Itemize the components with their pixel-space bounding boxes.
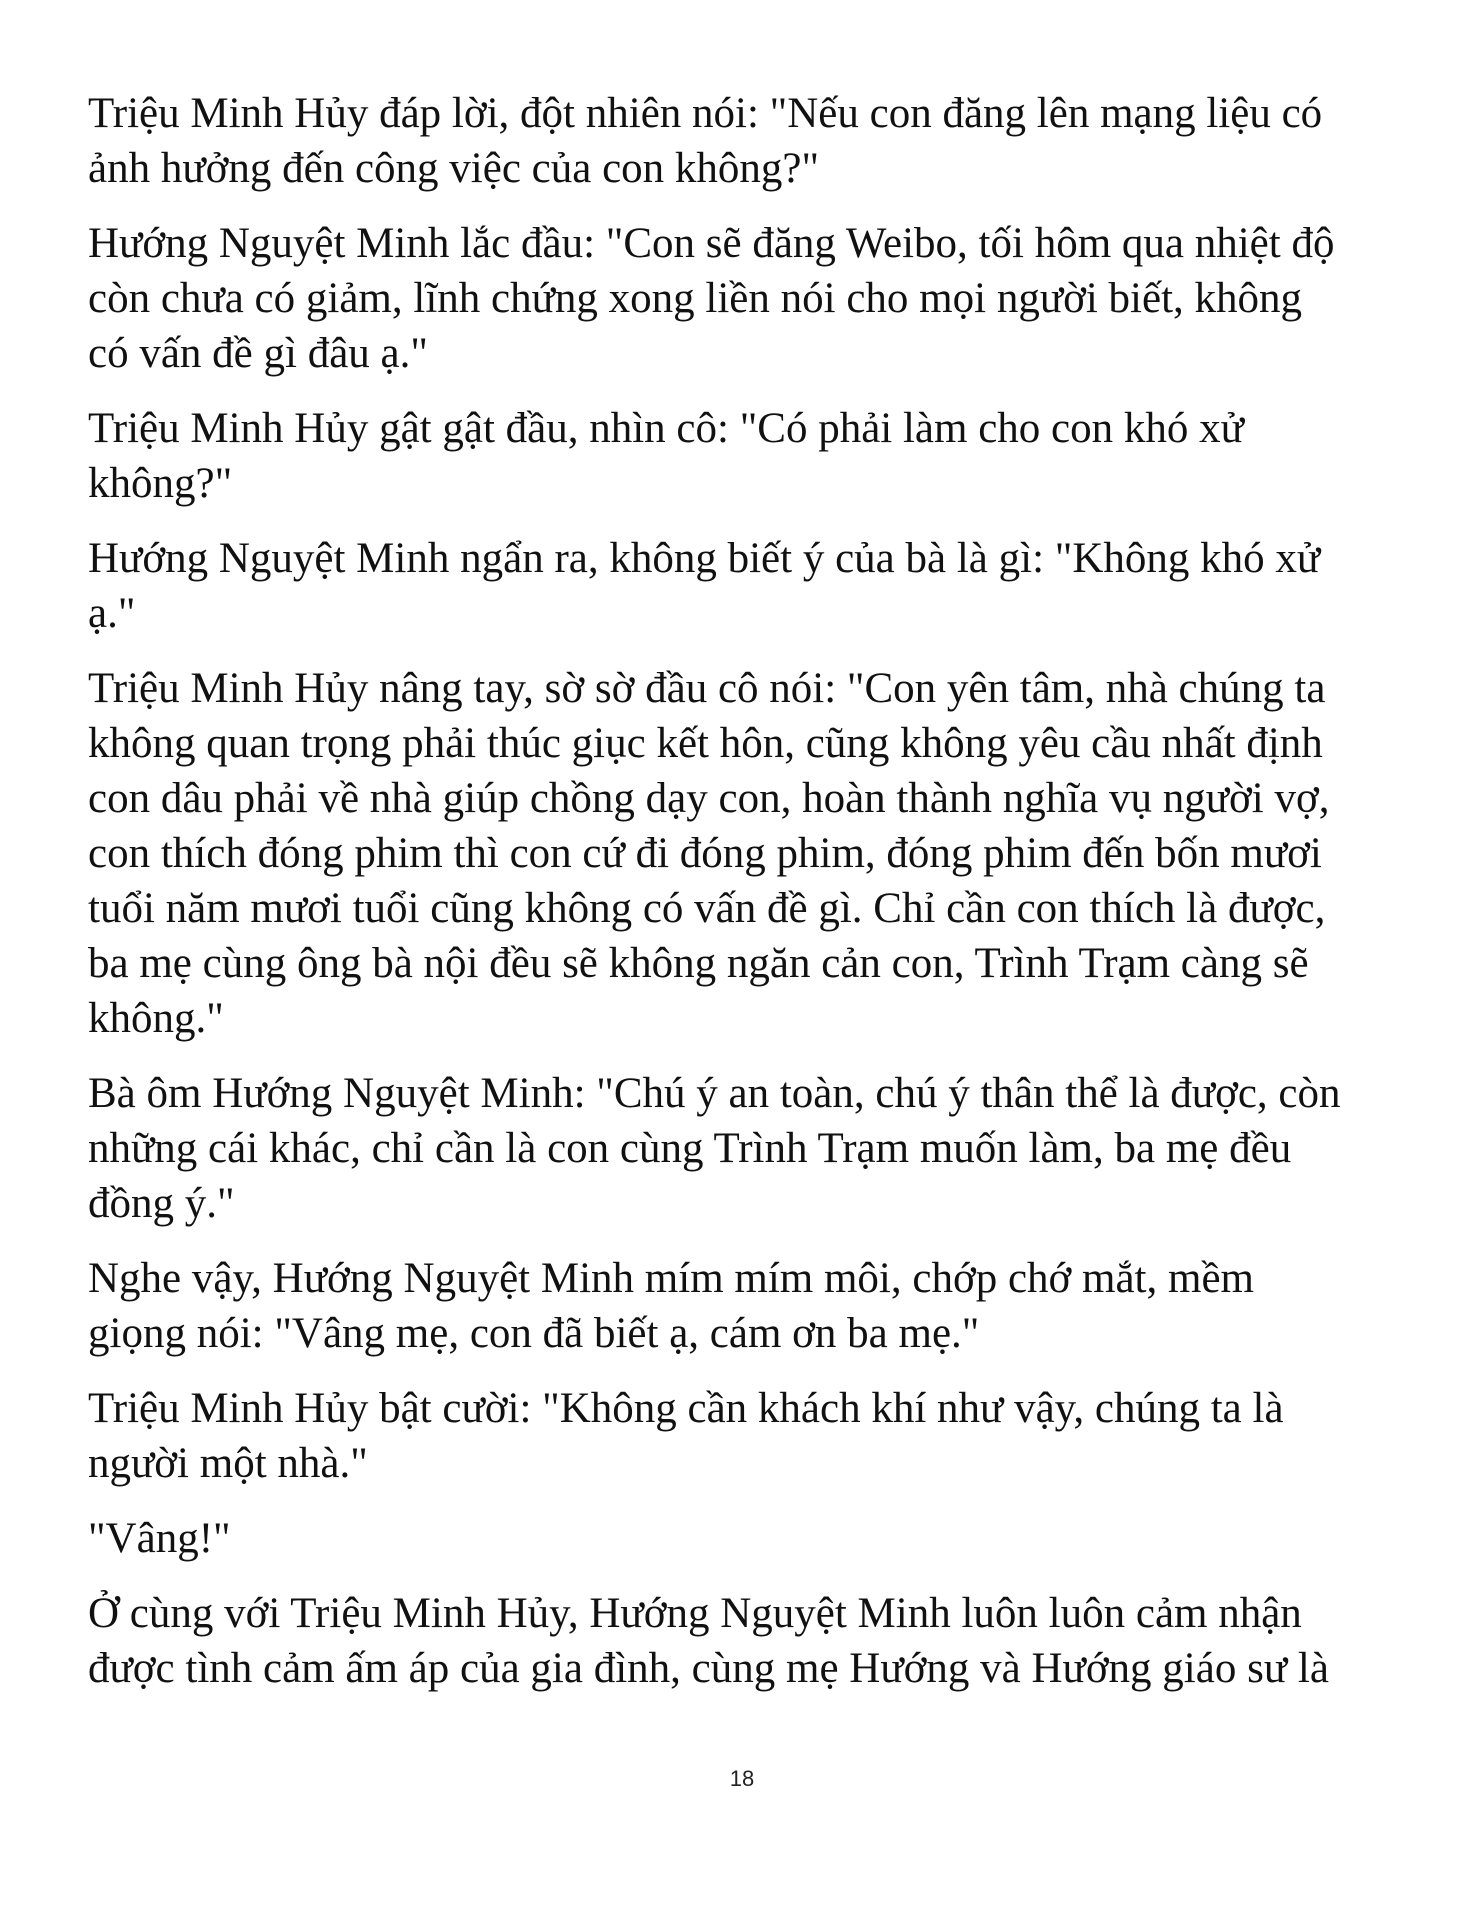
text-line: Triệu Minh Hủy gật gật đầu, nhìn cô: "Có phải làm cho con khó xử: [88, 405, 1244, 452]
text-line: con dâu phải về nhà giúp chồng dạy con, hoàn thành nghĩa vụ người vợ,: [88, 775, 1330, 822]
text-line: tuổi năm mươi tuổi cũng không có vấn đề gì. Chỉ cần con thích là được,: [88, 885, 1326, 932]
paragraph-2: [88, 216, 1418, 381]
text-line: Triệu Minh Hủy nâng tay, sờ sờ đầu cô nói: "Con yên tâm, nhà chúng ta: [88, 665, 1326, 712]
page-body: [88, 86, 1418, 1716]
paragraph-4: [88, 531, 1418, 641]
text-line: người một nhà.": [88, 1440, 368, 1487]
paragraph-8: [88, 1381, 1418, 1491]
text-line: được tình cảm ấm áp của gia đình, cùng mẹ Hướng và Hướng giáo sư là: [88, 1645, 1329, 1692]
text-line: ạ.": [88, 590, 136, 637]
text-line: đồng ý.": [88, 1180, 235, 1227]
text-line: còn chưa có giảm, lĩnh chứng xong liền nói cho mọi người biết, không: [88, 275, 1303, 322]
text-line: có vấn đề gì đâu ạ.": [88, 330, 428, 377]
paragraph-3: [88, 401, 1418, 511]
paragraph-10: [88, 1586, 1418, 1696]
text-line: không quan trọng phải thúc giục kết hôn, cũng không yêu cầu nhất định: [88, 720, 1323, 767]
text-line: Triệu Minh Hủy đáp lời, đột nhiên nói: "Nếu con đăng lên mạng liệu có: [88, 90, 1323, 137]
paragraph-7: [88, 1251, 1418, 1361]
text-line: không.": [88, 995, 224, 1042]
paragraph-9: [88, 1511, 1418, 1566]
text-line: Nghe vậy, Hướng Nguyệt Minh mím mím môi, chớp chớ mắt, mềm: [88, 1255, 1254, 1302]
text-line: không?": [88, 460, 233, 507]
page-number: 18: [729, 1766, 755, 1791]
text-line: Triệu Minh Hủy bật cười: "Không cần khách khí như vậy, chúng ta là: [88, 1385, 1284, 1432]
text-line: Hướng Nguyệt Minh ngẩn ra, không biết ý của bà là gì: "Không khó xử: [88, 535, 1321, 582]
text-line: con thích đóng phim thì con cứ đi đóng phim, đóng phim đến bốn mươi: [88, 830, 1322, 877]
text-line: Hướng Nguyệt Minh lắc đầu: "Con sẽ đăng Weibo, tối hôm qua nhiệt độ: [88, 220, 1335, 267]
text-line: Bà ôm Hướng Nguyệt Minh: "Chú ý an toàn, chú ý thân thể là được, còn: [88, 1070, 1341, 1117]
paragraph-5: [88, 661, 1418, 1046]
text-line: ba mẹ cùng ông bà nội đều sẽ không ngăn cản con, Trình Trạm càng sẽ: [88, 940, 1309, 987]
text-line: "Vâng!": [88, 1515, 231, 1562]
text-line: Ở cùng với Triệu Minh Hủy, Hướng Nguyệt Minh luôn luôn cảm nhận: [88, 1590, 1302, 1637]
text-line: những cái khác, chỉ cần là con cùng Trình Trạm muốn làm, ba mẹ đều: [88, 1125, 1292, 1172]
text-line: giọng nói: "Vâng mẹ, con đã biết ạ, cám ơn ba mẹ.": [88, 1310, 980, 1357]
paragraph-6: [88, 1066, 1418, 1231]
paragraph-1: [88, 86, 1418, 196]
text-line: ảnh hưởng đến công việc của con không?": [88, 145, 820, 192]
